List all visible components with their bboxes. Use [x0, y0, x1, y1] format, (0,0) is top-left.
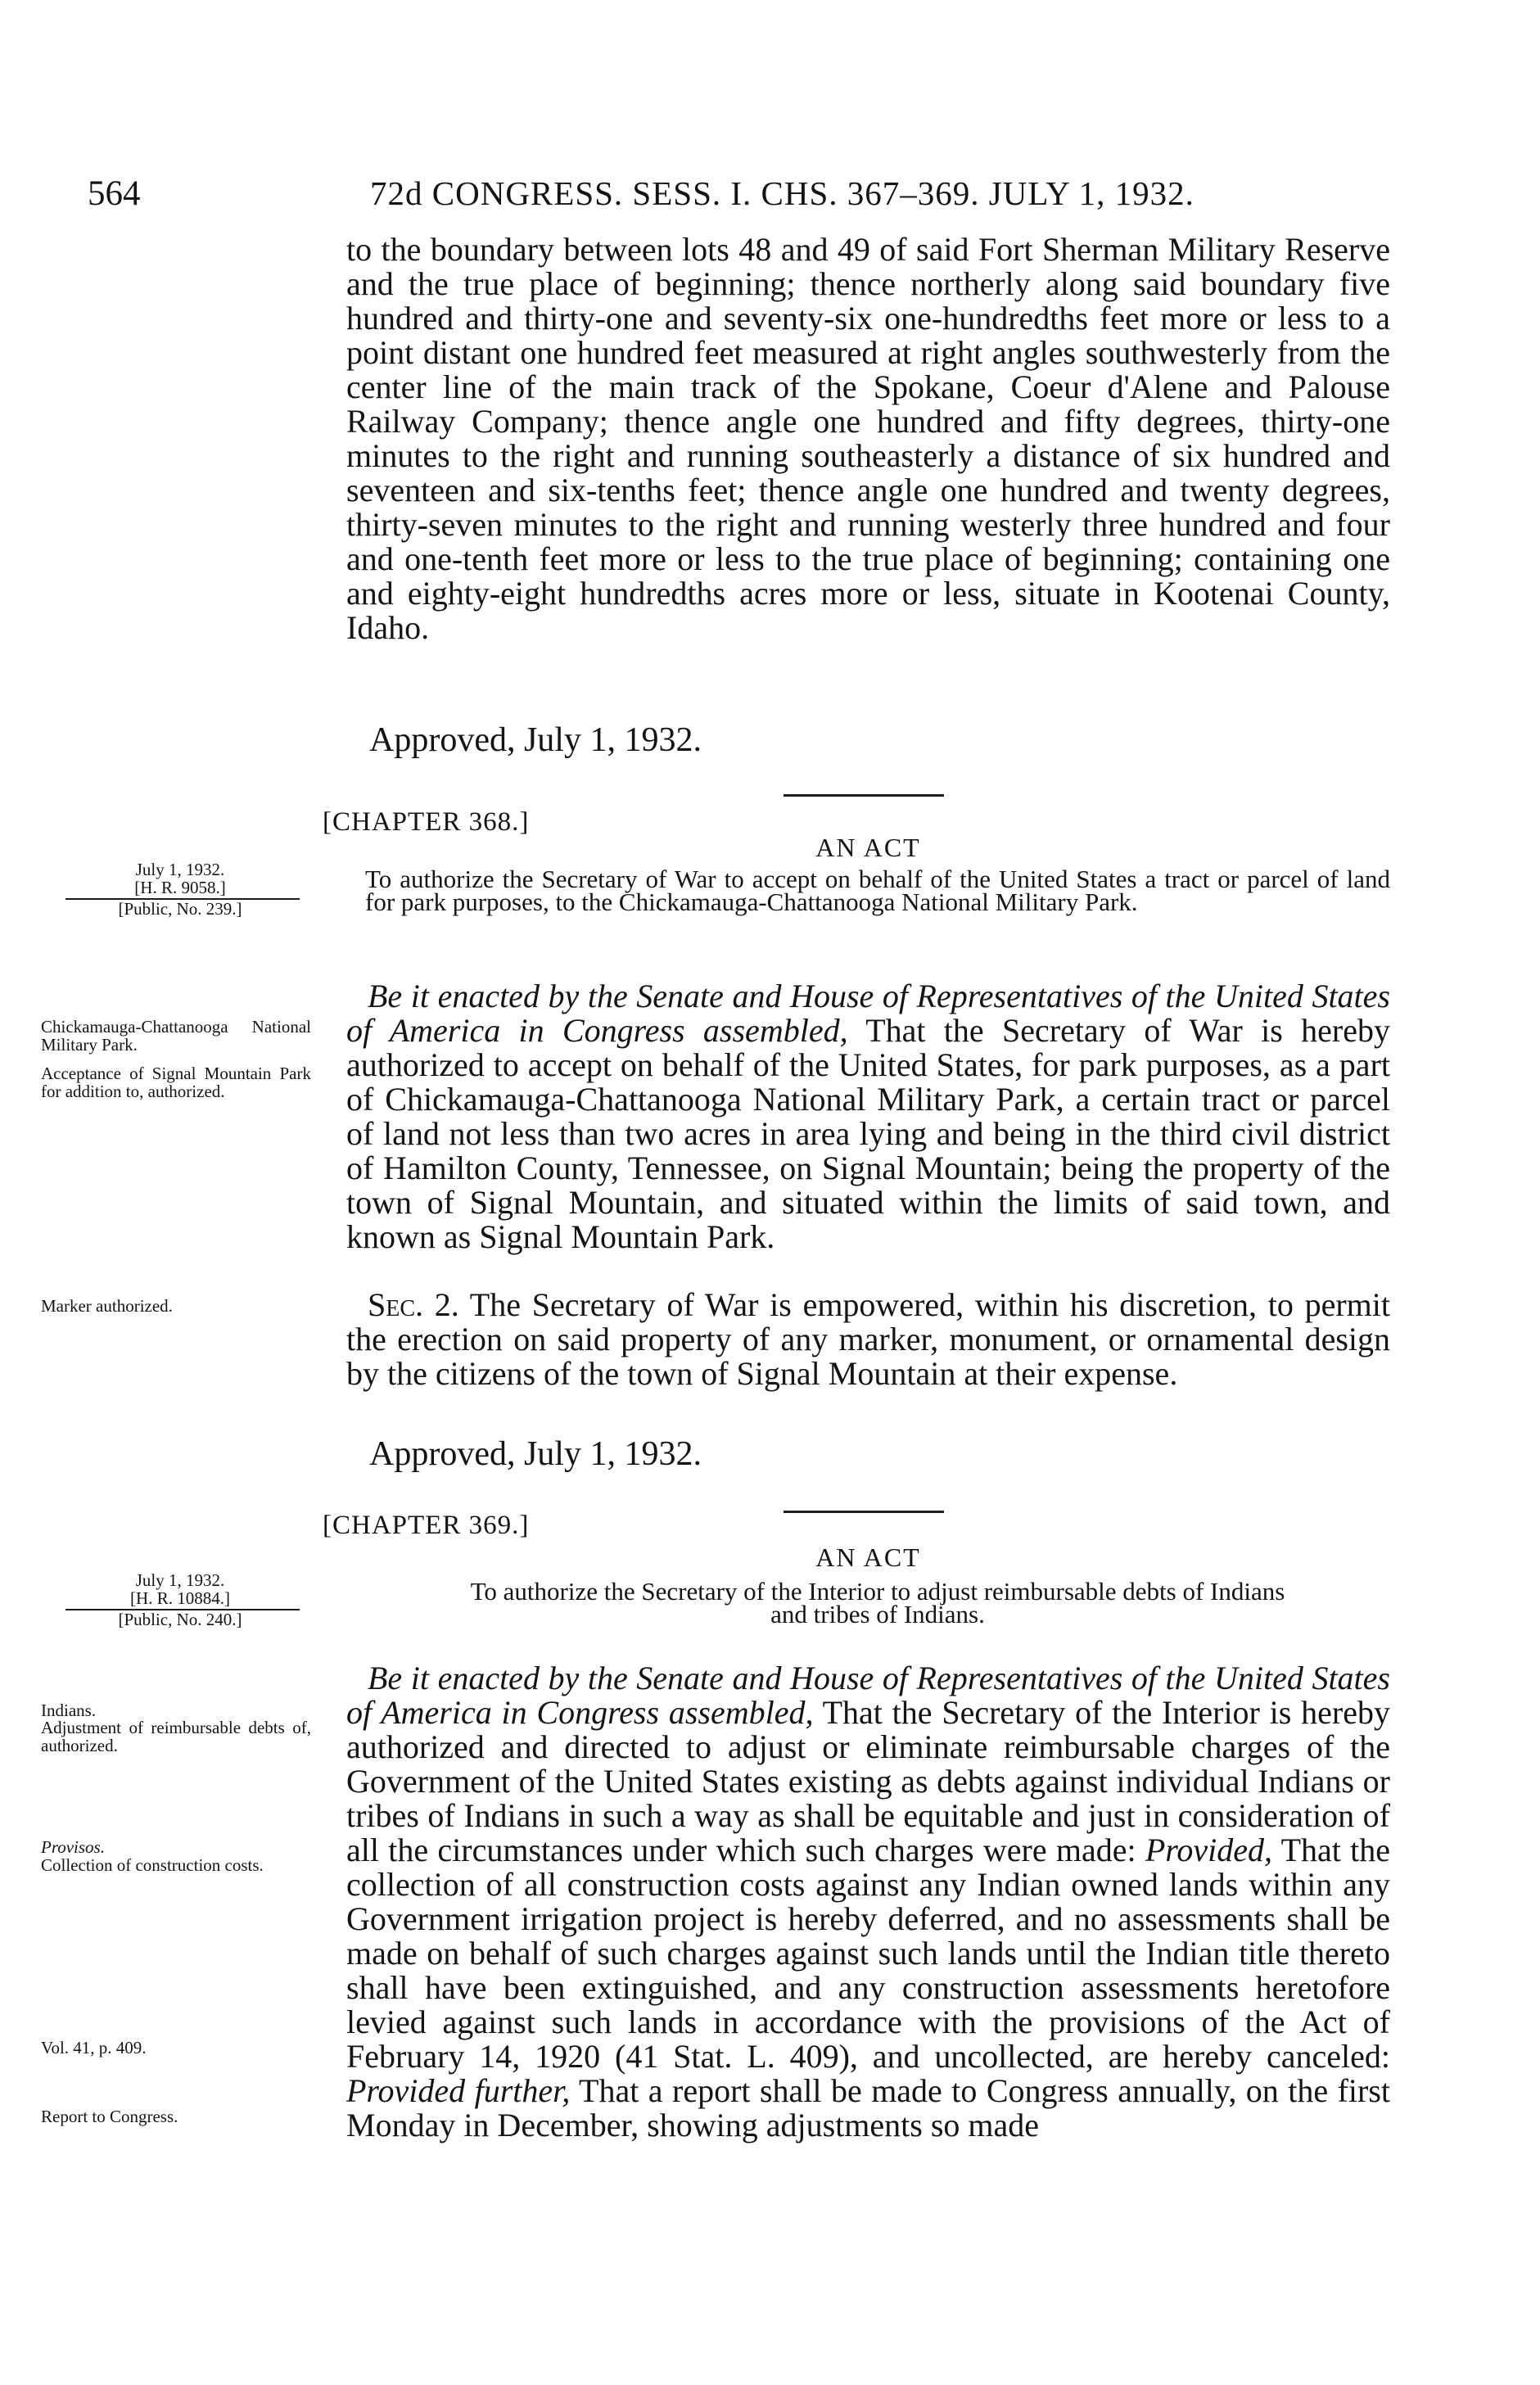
enacting-clause: Be it enacted by the Senate and House of Representatives of the United States of America in Congress assembled, [346, 1660, 1390, 1731]
margin-date: July 1, 1932. [135, 860, 225, 879]
chapter-368-sec2-paragraph [346, 1288, 1390, 1391]
margin-note-marker: Marker authorized. [41, 1296, 173, 1316]
margin-bill-number: [H. R. 10884.] [130, 1588, 230, 1608]
text-part-2: That the collection of all construction costs against any Indian owned lands within any Government irrigation project is hereby deferred, and no assessments shall be made on behalf of such charges against such lands until the Indian title thereto shall have been extinguished, and any construction assessments heretofore levied against such lands in accordance with the provisions of the Act of February 14, 1920 (41 Stat. L. 409), and uncollected, are hereby canceled: [346, 1832, 1391, 2075]
chapter-368-section-2 [346, 1288, 1390, 1391]
proviso-provided: Provided, [1145, 1832, 1273, 1868]
margin-note-collection: Collection of construction costs. [41, 1855, 264, 1875]
chapter-369-section-1 [346, 1661, 1390, 2143]
page-number: 564 [88, 174, 141, 213]
text-part-1: That the Secretary of the Interior is hereby authorized and directed to adjust or eliminate reimbursable charges of the Government of the United States existing as debts against individual Indians or tribes of Indians in such a way as shall be equitable and just in consideration of all the circumstances under which such charges were made: [346, 1694, 1390, 1868]
chapter-368-label: [CHAPTER 368.] [323, 807, 530, 837]
continuation-text: to the boundary between lots 48 and 49 of said Fort Sherman Military Reserve and the true place of beginning; thence northerly along said boundary five hundred and thirty-one and seventy-six one-hundredths feet more or less to a point distant one hundred feet measured at right angles southwesterly from the center line of the main track of the Spokane, Coeur d'Alene and Palouse Railway Company; thence angle one hundred and fifty degrees, thirty-one minutes to the right and running southeasterly a distance of six hundred and seventeen and six-tenths feet; thence angle one hundred and twenty degrees, thirty-seven minutes to the right and running westerly three hundred and four and one-tenth feet more or less to the true place of beginning; containing one and eighty-eight hundredths acres more or less, situate in Kootenai County, Idaho. [346, 231, 1390, 646]
chapter-369-act-title: AN ACT [815, 1543, 921, 1572]
sec2-label: Sec. 2. [368, 1286, 459, 1323]
chapter-369-margin-citation [41, 1571, 319, 1628]
text-part-3: That a report shall be made to Congress annually, on the first Monday in December, showing adjustments so made [346, 2072, 1391, 2143]
sec1-text: That the Secretary of War is hereby authorized to accept on behalf of the United States, for park purposes, as a part of Chickamauga-Chattanooga National Military Park, a certain tract or parcel of land not less than two acres in area lying and being in the third civil district of Hamilton County, Tennessee, on Signal Mountain; being the property of the town of Signal Mountain, and situated within the limits of said town, and known as Signal Mountain Park. [346, 1012, 1391, 1255]
approved-368: Approved, July 1, 1932. [369, 1435, 702, 1473]
chapter-368-section-1 [346, 979, 1390, 1254]
margin-date: July 1, 1932. [135, 1570, 225, 1590]
margin-public-law: [Public, No. 239.] [118, 899, 242, 919]
margin-note-adjustment: Adjustment of reimbursable debts of, authorized. [41, 1718, 311, 1755]
running-head: 72d CONGRESS. SESS. I. CHS. 367–369. JULY 1, 1932. [370, 174, 1195, 212]
description-line-1: To authorize the Secretary of the Interior to adjust reimbursable debts of Indians [470, 1577, 1285, 1606]
chapter-368-act-title: AN ACT [815, 833, 921, 862]
continuation-paragraph [346, 233, 1390, 645]
margin-note-report: Report to Congress. [41, 2107, 178, 2126]
chapter-368-sec1-paragraph [346, 979, 1390, 1254]
chapter-368-description: To authorize the Secretary of War to accept on behalf of the United States a tract or parcel of land for park purposes, to the Chickamauga-Chattanooga National Military Park. [365, 865, 1390, 916]
section-rule [784, 794, 944, 797]
margin-public-law: [Public, No. 240.] [118, 1610, 242, 1629]
enacting-clause: Be it enacted by the Senate and House of Representatives of the United States of America in Congress assembled, [346, 978, 1390, 1049]
margin-bill-number: [H. R. 9058.] [134, 878, 226, 897]
chapter-369-description [365, 1577, 1390, 1628]
page-header [0, 174, 1540, 223]
margin-note-provisos: Provisos. [41, 1837, 105, 1857]
margin-note-volume: Vol. 41, p. 409. [41, 2038, 147, 2058]
margin-note-indians: Indians. [41, 1701, 97, 1720]
chapter-368-margin-citation [41, 860, 319, 918]
proviso-provided-further: Provided further, [346, 2072, 571, 2109]
margin-note-acceptance: Acceptance of Signal Mountain Park for addition to, authorized. [41, 1064, 311, 1101]
chapter-369-paragraph [346, 1661, 1390, 2143]
description-line-2: and tribes of Indians. [770, 1600, 985, 1628]
chapter-369-label: [CHAPTER 369.] [323, 1511, 530, 1540]
section-rule [784, 1511, 944, 1513]
sec2-text: The Secretary of War is empowered, within his discretion, to permit the erection on said property of any marker, monument, or ornamental design by the citizens of the town of Signal Mountain at their expense. [346, 1286, 1390, 1392]
approved-367: Approved, July 1, 1932. [369, 721, 702, 759]
margin-note-park: Chickamauga-Chattanooga National Military Park. [41, 1017, 311, 1055]
